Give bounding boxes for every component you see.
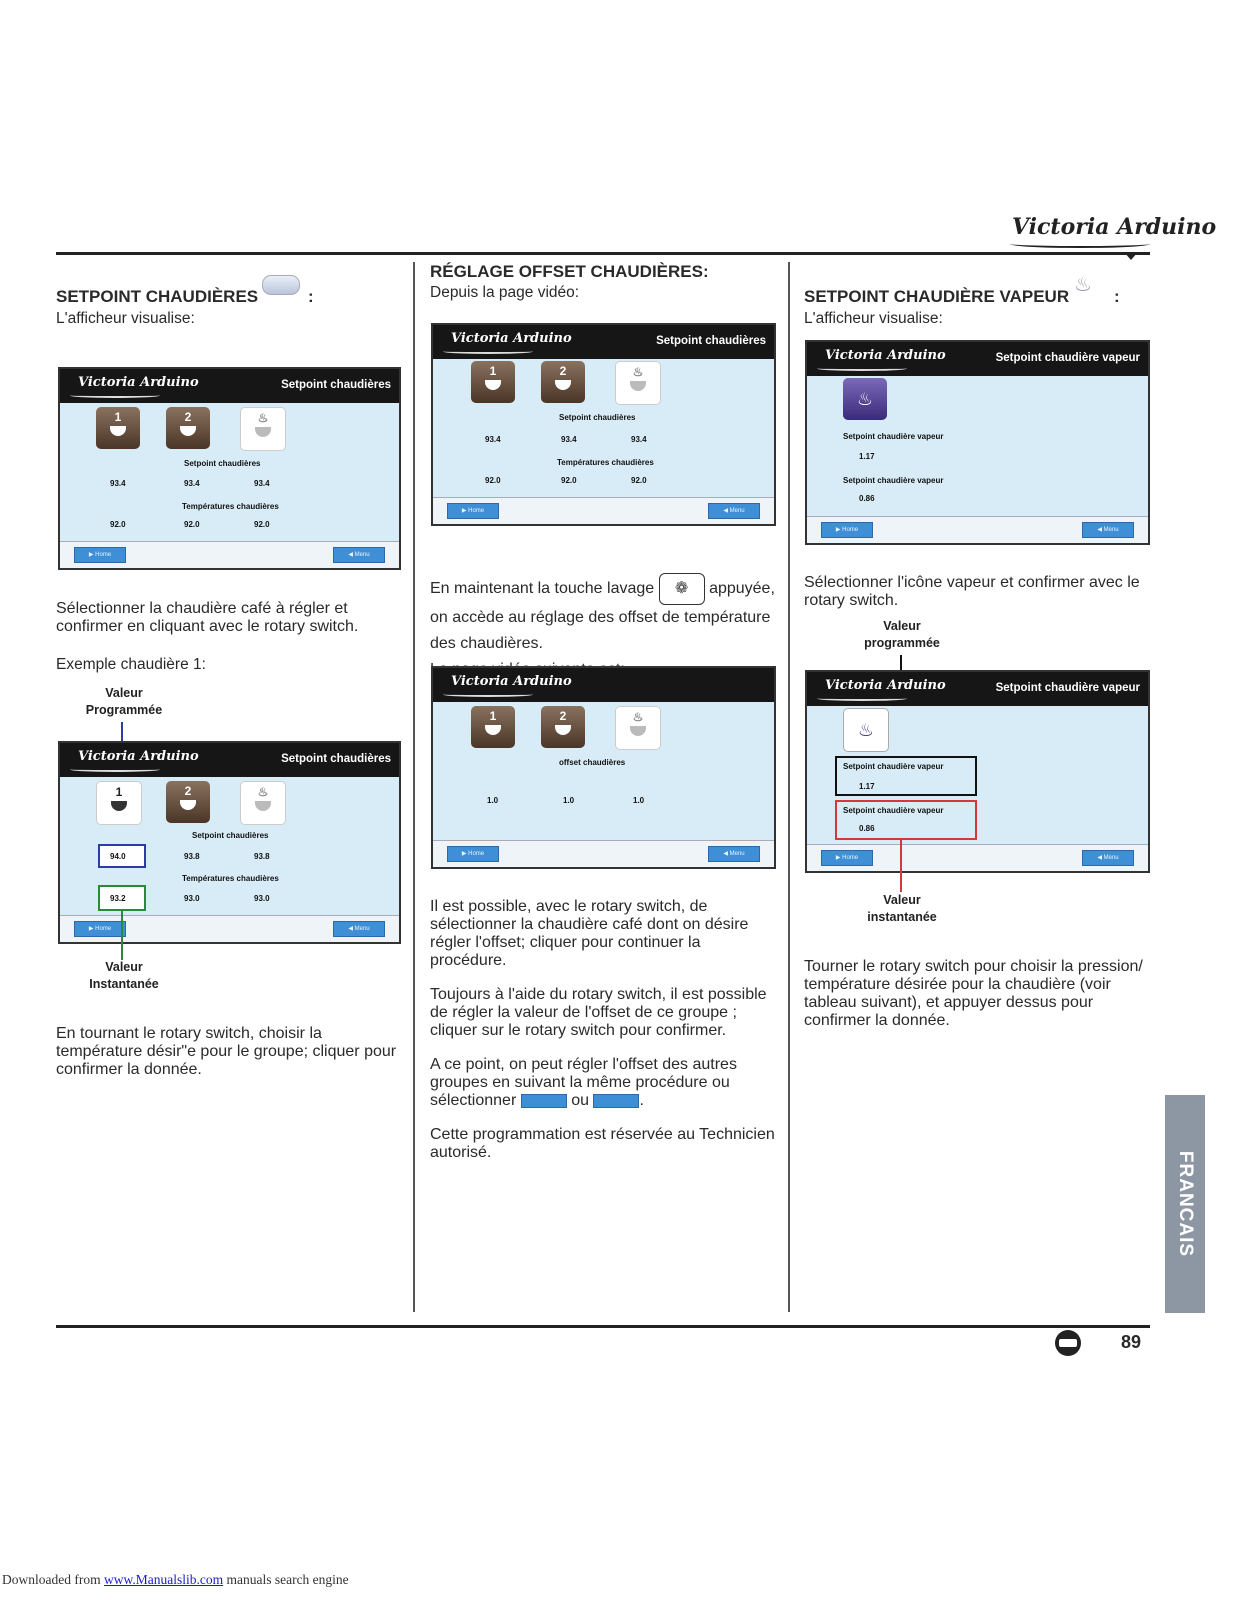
col2-para1a: En maintenant la touche lavage — [430, 580, 655, 598]
col1-title-colon: : — [308, 287, 314, 306]
col3-intro: L'afficheur visualise: — [804, 310, 943, 327]
group-2-icon[interactable]: 2 — [166, 781, 210, 823]
brand-logo: Victoria Arduino — [1012, 214, 1217, 240]
label-vapeur-setpoint: Setpoint chaudière vapeur — [843, 432, 944, 441]
temp-value-1: 92.0 — [485, 476, 501, 485]
menu-button[interactable]: ◀ Menu — [708, 503, 760, 519]
col1-para2: En tournant le rotary switch, choisir la température désir"e pour le groupe; cliquer pour confirmer la donnée. — [56, 1025, 397, 1078]
steam-boiler-icon-selected[interactable]: ♨ — [843, 708, 889, 752]
offset-value-2: 1.0 — [563, 796, 575, 805]
footer-prefix: Downloaded from — [2, 1572, 104, 1587]
temp-value-3: 93.0 — [254, 894, 270, 903]
vapeur-setpoint-value: 1.17 — [859, 782, 875, 791]
setpoint-value-3: 93.8 — [254, 852, 270, 861]
screen-logo: Victoria Arduino — [451, 674, 572, 689]
group-3-icon[interactable]: ♨ — [240, 781, 286, 825]
screen-title: Setpoint chaudières — [281, 379, 391, 391]
col1-header — [56, 285, 401, 309]
col2-title: RÉGLAGE OFFSET CHAUDIÈRES: — [430, 262, 709, 281]
screen-setpoint-3 — [431, 323, 776, 526]
logo-swash — [1010, 240, 1150, 248]
screen-header — [433, 325, 774, 359]
language-tab-label: FRANCAIS — [1175, 1150, 1196, 1258]
group-1-icon[interactable]: 1 — [471, 361, 515, 403]
screen-header — [807, 672, 1148, 706]
screen-logo: Victoria Arduino — [825, 678, 946, 693]
screen-footer — [807, 844, 1148, 871]
callout-programmed: Valeur Programmée — [85, 686, 163, 717]
label-vapeur-instant: Setpoint chaudière vapeur — [843, 806, 944, 815]
home-button[interactable]: ▶ Home — [447, 846, 499, 862]
label-temperatures: Températures chaudières — [182, 502, 279, 511]
label-setpoint: Setpoint chaudières — [184, 459, 261, 468]
setpoint-value-2: 93.4 — [561, 435, 577, 444]
screen-title: Setpoint chaudière vapeur — [995, 352, 1140, 364]
group-1-icon-selected[interactable]: 1 — [96, 781, 142, 825]
group-2-icon[interactable]: 2 — [541, 706, 585, 748]
label-vapeur-setpoint: Setpoint chaudière vapeur — [843, 762, 944, 771]
group-3-icon[interactable]: ♨ — [240, 407, 286, 451]
col2-para5: Cette programmation est réservée au Technicien autorisé. — [430, 1126, 775, 1161]
group-1-icon[interactable]: 1 — [471, 706, 515, 748]
home-button-inline — [593, 1094, 639, 1108]
label-offset: offset chaudières — [559, 758, 626, 767]
screen-footer — [60, 541, 399, 568]
temp-value-3: 92.0 — [254, 520, 270, 529]
setpoint-icon — [262, 275, 300, 295]
steam-boiler-icon[interactable]: ♨ — [843, 378, 887, 420]
page-badge-icon — [1055, 1330, 1081, 1356]
vapeur-instant-value: 0.86 — [859, 494, 875, 503]
offset-value-1: 1.0 — [487, 796, 499, 805]
label-setpoint: Setpoint chaudières — [192, 831, 269, 840]
home-button[interactable]: ▶ Home — [821, 522, 873, 538]
lavage-key-icon: ❁ — [659, 573, 705, 605]
group-2-icon[interactable]: 2 — [541, 361, 585, 403]
footer-rule — [56, 1325, 1150, 1328]
setpoint-value-2: 93.4 — [184, 479, 200, 488]
setpoint-value-3: 93.4 — [631, 435, 647, 444]
download-footer — [2, 1572, 349, 1588]
screen-footer — [433, 497, 774, 524]
footer-suffix: manuals search engine — [223, 1572, 349, 1587]
setpoint-value-3: 93.4 — [254, 479, 270, 488]
group-2-icon[interactable]: 2 — [166, 407, 210, 449]
col2-para1b: appuyée, on accède au réglage des offset de température des chaudières. — [430, 580, 775, 652]
label-setpoint: Setpoint chaudières — [559, 413, 636, 422]
home-button[interactable]: ▶ Home — [447, 503, 499, 519]
offset-value-3: 1.0 — [633, 796, 645, 805]
column-separator-1 — [413, 262, 415, 1312]
col2-intro: Depuis la page vidéo: — [430, 284, 580, 301]
temp-value-2: 92.0 — [561, 476, 577, 485]
label-temperatures: Températures chaudières — [557, 458, 654, 467]
screen-setpoint-1 — [58, 367, 401, 570]
menu-button[interactable]: ◀ Menu — [333, 547, 385, 563]
col1-example: Exemple chaudière 1: — [56, 656, 206, 673]
setpoint-value-1: 93.4 — [485, 435, 501, 444]
label-vapeur-instant: Setpoint chaudière vapeur — [843, 476, 944, 485]
screen-title: Setpoint chaudière vapeur — [995, 682, 1140, 694]
screen-logo: Victoria Arduino — [78, 375, 199, 390]
temp-value-1: 92.0 — [110, 520, 126, 529]
group-3-icon[interactable]: ♨ — [615, 706, 661, 750]
col3-title: SETPOINT CHAUDIÈRE VAPEUR — [804, 287, 1070, 306]
screen-footer — [433, 840, 774, 867]
setpoint-value-1: 94.0 — [110, 852, 126, 861]
temp-value-2: 93.0 — [184, 894, 200, 903]
screen-vapeur-2 — [805, 670, 1150, 873]
header-rule — [56, 252, 1150, 255]
col1-para1: Sélectionner la chaudière café à régler et confirmer en cliquant avec le rotary switch. — [56, 600, 359, 635]
temp-value-3: 92.0 — [631, 476, 647, 485]
column-separator-2 — [788, 262, 790, 1312]
home-button[interactable]: ▶ Home — [74, 547, 126, 563]
setpoint-value-2: 93.8 — [184, 852, 200, 861]
screen-header — [433, 668, 774, 702]
col2-para4-ou: ou — [571, 1092, 589, 1109]
group-3-icon[interactable]: ♨ — [615, 361, 661, 405]
group-1-icon[interactable]: 1 — [96, 407, 140, 449]
temp-value-1: 93.2 — [110, 894, 126, 903]
menu-button-inline — [521, 1094, 567, 1108]
col1-intro: L'afficheur visualise: — [56, 310, 195, 327]
col2-para3: Toujours à l'aide du rotary switch, il est possible de régler la valeur de l'offset de ce groupe ; cliquer sur le rotary switch pour confirmer. — [430, 986, 767, 1039]
menu-button[interactable]: ◀ Menu — [708, 846, 760, 862]
setpoint-value-1: 93.4 — [110, 479, 126, 488]
callout-instant: Valeur Instantanée — [89, 960, 159, 991]
steam-icon: ♨ — [1074, 274, 1092, 296]
screen-offset — [431, 666, 776, 869]
col3-para2: Tourner le rotary switch pour choisir la pression/ température désirée pour la chaudière (voir tableau suivant), et appuyer dessus pour confirmer la donnée. — [804, 958, 1143, 1029]
callout-programmed-vap: Valeur programmée — [864, 619, 940, 650]
leader-red — [900, 838, 902, 892]
screen-footer — [807, 516, 1148, 543]
screen-footer — [60, 915, 399, 942]
col1-title: SETPOINT CHAUDIÈRES — [56, 287, 259, 306]
col2-body — [430, 882, 776, 1178]
col2-para4: A ce point, on peut régler l'offset des autres groupes en suivant la même procédure ou sélectionner ou . — [430, 1056, 737, 1109]
screen-logo: Victoria Arduino — [451, 331, 572, 346]
leader-green — [121, 910, 123, 960]
screen-header — [60, 369, 399, 403]
language-tab — [1165, 1095, 1205, 1313]
home-button[interactable]: ▶ Home — [821, 850, 873, 866]
col2-para4a: A ce point, on peut régler l'offset des autres groupes en suivant la même procédure ou sélectionner — [430, 1056, 737, 1109]
label-temperatures: Températures chaudières — [182, 874, 279, 883]
home-button[interactable]: ▶ Home — [74, 921, 126, 937]
screen-logo: Victoria Arduino — [78, 749, 199, 764]
vapeur-instant-value: 0.86 — [859, 824, 875, 833]
col3-header — [804, 274, 1149, 309]
screen-header — [807, 342, 1148, 376]
temp-value-2: 92.0 — [184, 520, 200, 529]
screen-vapeur-1 — [805, 340, 1150, 545]
screen-header — [60, 743, 399, 777]
header-rule-arrow — [1124, 252, 1138, 260]
manualslib-link[interactable]: www.Manualslib.com — [103, 1572, 224, 1587]
screen-title: Setpoint chaudières — [281, 753, 391, 765]
vapeur-setpoint-value: 1.17 — [859, 452, 875, 461]
col3-para1: Sélectionner l'icône vapeur et confirmer avec le rotary switch. — [804, 574, 1140, 609]
screen-logo: Victoria Arduino — [825, 348, 946, 363]
screen-setpoint-2 — [58, 741, 401, 944]
screen-title: Setpoint chaudières — [656, 335, 766, 347]
menu-button[interactable]: ◀ Menu — [1082, 850, 1134, 866]
page-number: 89 — [1121, 1332, 1142, 1352]
col3-title-colon: : — [1114, 287, 1120, 306]
menu-button[interactable]: ◀ Menu — [333, 921, 385, 937]
callout-instant-vap: Valeur instantanée — [867, 893, 937, 924]
menu-button[interactable]: ◀ Menu — [1082, 522, 1134, 538]
col2-para2: Il est possible, avec le rotary switch, de sélectionner la chaudière café dont on désire régler l'offset; cliquer pour continuer la procédure. — [430, 898, 749, 969]
